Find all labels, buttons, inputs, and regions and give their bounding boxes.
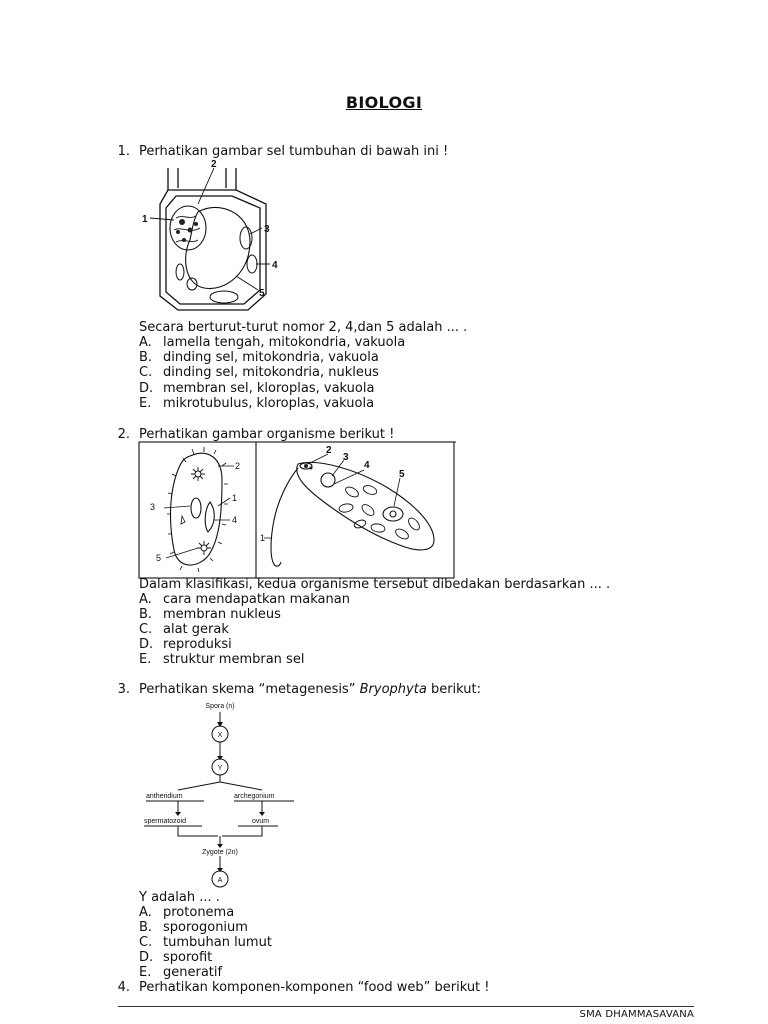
question-4-number: 4. [117, 980, 130, 995]
figure-frame [139, 442, 454, 578]
question-2-option-d[interactable] [139, 637, 232, 652]
branch-left [178, 782, 220, 790]
option-text: mikrotubulus, kloroplas, vakuola [163, 396, 375, 411]
option-letter: A. [139, 592, 152, 607]
question-2-stem: Dalam klasifikasi, kedua organisme tersebut dibedakan berdasarkan ... . [139, 577, 611, 592]
question-3-number: 3. [117, 682, 130, 697]
paramecium-vacuole [191, 498, 201, 518]
scheme-x: X [217, 732, 223, 739]
euglena-body [297, 462, 434, 550]
question-3-option-a[interactable] [139, 905, 234, 920]
question-4-prompt: Perhatikan komponen-komponen “food web” berikut ! [139, 980, 490, 995]
question-3-prompt [139, 682, 481, 697]
arrowhead [259, 812, 265, 816]
question-1-option-a[interactable] [139, 335, 405, 350]
option-letter: D. [139, 381, 154, 396]
option-text: alat gerak [163, 622, 229, 637]
option-letter: B. [139, 920, 153, 935]
paramecium-oral-groove [205, 502, 214, 532]
scheme-archegonium: archegonium [234, 793, 275, 800]
prompt-part: berikut: [430, 682, 481, 697]
question-3-option-d[interactable] [139, 950, 212, 965]
scheme-zygote: Zygote (2n) [202, 849, 238, 856]
option-letter: C. [139, 622, 153, 637]
question-1-option-b[interactable] [139, 350, 379, 365]
option-letter: C. [139, 935, 153, 950]
option-letter: B. [139, 350, 153, 365]
question-2-option-a[interactable] [139, 592, 350, 607]
paramecium-label-1: 1 [232, 493, 238, 503]
cell-wall-top-lines [168, 168, 236, 190]
paramecium-label-5: 5 [156, 553, 162, 563]
option-letter: B. [139, 607, 153, 622]
option-text: tumbuhan lumut [163, 935, 272, 950]
prompt-italic-term: Bryophyta [359, 682, 427, 697]
branch-right [220, 782, 262, 790]
mitochondrion-4 [247, 255, 257, 273]
option-text: struktur membran sel [163, 652, 305, 667]
cell-membrane [166, 196, 260, 304]
question-1-prompt: Perhatikan gambar sel tumbuhan di bawah ini ! [139, 144, 449, 159]
option-text: cara mendapatkan makanan [163, 592, 350, 607]
euglena-label-2: 2 [326, 445, 332, 456]
option-text: membran sel, kloroplas, vakuola [163, 381, 375, 396]
option-text: membran nukleus [163, 607, 281, 622]
option-text: reproduksi [163, 637, 232, 652]
metagenesis-scheme [138, 698, 308, 890]
question-2-prompt: Perhatikan gambar organisme berikut ! [139, 427, 395, 442]
option-text: sporofit [163, 950, 213, 965]
scheme-spermatozoid: spermatozoid [144, 818, 187, 825]
cell-label-3: 3 [264, 224, 270, 235]
cell-label-1: 1 [142, 214, 148, 225]
paramecium-label-3: 3 [150, 502, 156, 512]
scheme-ovum: ovum [252, 818, 270, 825]
scheme-y: Y [217, 765, 223, 772]
page-title: BIOLOGI [345, 93, 423, 112]
euglena-label-1: 1 [260, 533, 266, 543]
option-letter: A. [139, 905, 152, 920]
question-3-option-c[interactable] [139, 935, 272, 950]
euglena-nucleus [383, 507, 403, 521]
paramecium-contractile-bottom [197, 541, 211, 555]
option-letter: E. [139, 396, 152, 411]
euglena-flagellum [271, 468, 298, 566]
arrowhead [217, 844, 223, 848]
euglena-label-3: 3 [343, 452, 349, 463]
question-2-number: 2. [117, 427, 130, 442]
plant-cell-figure [138, 160, 286, 318]
paramecium-contractile-top [191, 467, 205, 481]
question-1-stem: Secara berturut-turut nomor 2, 4,dan 5 adalah ... . [139, 320, 468, 335]
option-letter: D. [139, 637, 154, 652]
option-text: sporogonium [163, 920, 248, 935]
question-2-option-b[interactable] [139, 607, 281, 622]
option-letter: E. [139, 652, 152, 667]
question-3-option-b[interactable] [139, 920, 248, 935]
scheme-a: A [217, 877, 223, 884]
question-2-option-c[interactable] [139, 622, 229, 637]
question-2-option-e[interactable] [139, 652, 304, 667]
paramecium-label-4: 4 [232, 515, 238, 525]
option-text: generatif [163, 965, 223, 980]
cell-label-2: 2 [211, 160, 217, 170]
option-letter: C. [139, 365, 153, 380]
question-3-option-e[interactable] [139, 965, 222, 980]
question-1-option-d[interactable] [139, 381, 374, 396]
scheme-antheridium: antheridium [146, 793, 183, 800]
question-3-stem: Y adalah ... . [139, 890, 220, 905]
organelle-bottom [210, 291, 238, 303]
paramecium-label-2: 2 [235, 461, 241, 471]
organisms-figure [138, 440, 456, 580]
option-text: protonema [163, 905, 235, 920]
cell-label-4: 4 [272, 260, 278, 271]
cell-label-5: 5 [259, 288, 265, 299]
fusion-lines [178, 826, 262, 836]
option-text: dinding sel, mitokondria, vakuola [163, 350, 379, 365]
euglena-label-5: 5 [399, 469, 405, 480]
option-letter: A. [139, 335, 152, 350]
question-1-number: 1. [117, 144, 130, 159]
footer-school-name: SMA DHAMMASAVANA [579, 1009, 694, 1020]
option-text: lamella tengah, mitokondria, vakuola [163, 335, 406, 350]
option-letter: D. [139, 950, 154, 965]
arrowhead [175, 812, 181, 816]
euglena-label-4: 4 [364, 460, 370, 471]
scheme-spora: Spora (n) [205, 703, 235, 710]
prompt-part: Perhatikan skema “metagenesis” [139, 682, 356, 697]
question-1-option-e[interactable] [139, 396, 374, 411]
euglena-chloroplasts [338, 484, 421, 541]
option-letter: E. [139, 965, 152, 980]
footer-rule [118, 1006, 694, 1007]
option-text: dinding sel, mitokondria, nukleus [163, 365, 379, 380]
question-1-option-c[interactable] [139, 365, 379, 380]
